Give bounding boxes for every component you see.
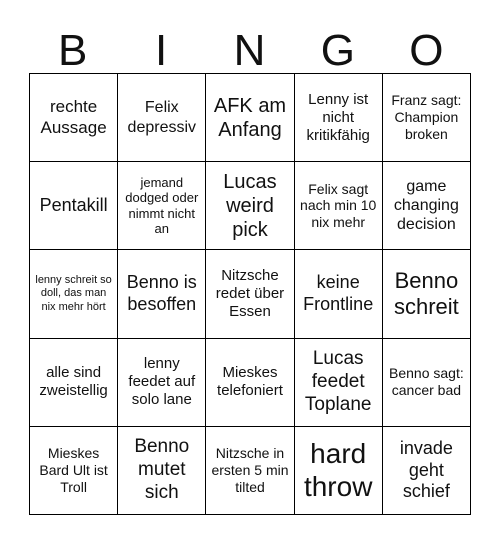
- header-letter-g: G: [320, 26, 357, 75]
- bingo-grid: [29, 73, 471, 515]
- header-letter-b: B: [58, 26, 89, 75]
- bingo-cell-r4c3[interactable]: Mieskes telefoniert: [206, 339, 294, 427]
- bingo-cell-r1c2[interactable]: Felix depressiv: [118, 74, 206, 162]
- bingo-cell-r5c4[interactable]: hard throw: [295, 427, 383, 515]
- bingo-cell-r2c5[interactable]: game changing decision: [383, 162, 471, 250]
- bingo-cell-r1c4[interactable]: Lenny ist nicht kritikfähig: [295, 74, 383, 162]
- bingo-cell-r5c1[interactable]: Mieskes Bard Ult ist Troll: [30, 427, 118, 515]
- bingo-cell-r5c2[interactable]: Benno mutet sich: [118, 427, 206, 515]
- bingo-cell-r3c2[interactable]: Benno is besoffen: [118, 250, 206, 338]
- bingo-cell-r1c1[interactable]: rechte Aussage: [30, 74, 118, 162]
- bingo-cell-r2c1[interactable]: Pentakill: [30, 162, 118, 250]
- header-letter-i: I: [154, 26, 169, 75]
- bingo-cell-r3c5[interactable]: Benno schreit: [383, 250, 471, 338]
- bingo-cell-r1c3[interactable]: AFK am Anfang: [206, 74, 294, 162]
- bingo-cell-r4c4[interactable]: Lucas feedet Toplane: [295, 339, 383, 427]
- bingo-cell-r5c5[interactable]: invade geht schief: [383, 427, 471, 515]
- bingo-cell-r2c4[interactable]: Felix sagt nach min 10 nix mehr: [295, 162, 383, 250]
- bingo-cell-r3c1[interactable]: lenny schreit so doll, das man nix mehr hört: [30, 250, 118, 338]
- bingo-cell-r2c2[interactable]: jemand dodged oder nimmt nicht an: [118, 162, 206, 250]
- bingo-cell-r4c2[interactable]: lenny feedet auf solo lane: [118, 339, 206, 427]
- bingo-cell-r2c3[interactable]: Lucas weird pick: [206, 162, 294, 250]
- bingo-cell-r4c5[interactable]: Benno sagt: cancer bad: [383, 339, 471, 427]
- header-letter-n: N: [233, 26, 267, 75]
- bingo-cell-r3c4[interactable]: keine Frontline: [295, 250, 383, 338]
- bingo-cell-r5c3[interactable]: Nitzsche in ersten 5 min tilted: [206, 427, 294, 515]
- bingo-cell-r1c5[interactable]: Franz sagt: Champion broken: [383, 74, 471, 162]
- bingo-cell-r3c3[interactable]: Nitzsche redet über Essen: [206, 250, 294, 338]
- header-letter-o: O: [409, 26, 445, 75]
- bingo-header: [29, 28, 471, 74]
- bingo-cell-r4c1[interactable]: alle sind zweistellig: [30, 339, 118, 427]
